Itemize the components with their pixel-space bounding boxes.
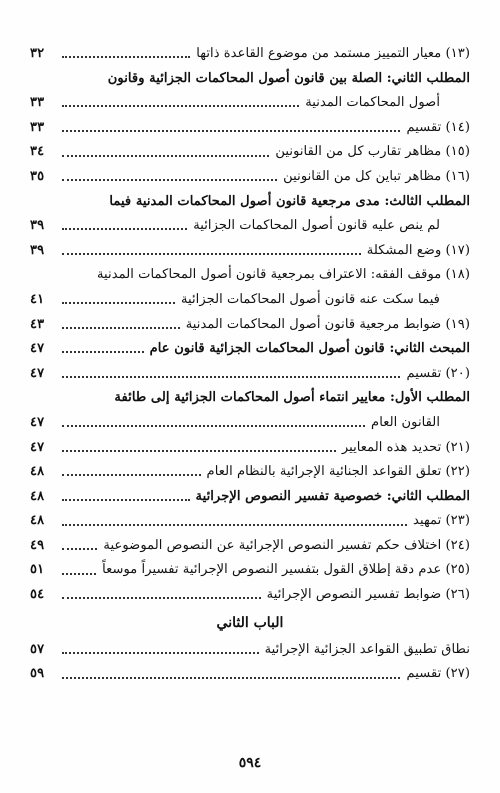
toc-entry-title: (١٦) مظاهر تباين كل من القانونين — [283, 168, 470, 184]
toc-entry-title: (١٧) وضع المشكلة — [366, 242, 470, 258]
toc-entry — [30, 313, 470, 338]
toc-entry-title: (٢٣) تمهيد — [413, 513, 470, 529]
dot-leader — [62, 677, 400, 679]
toc-entry-title: (١٣) معيار التمييز مستمد من موضوع القاعدة ذاتها — [196, 46, 470, 61]
toc-entry-page: ٥٧ — [30, 641, 45, 657]
toc-entry-title: أصول المحاكمات المدنية — [305, 95, 440, 111]
dot-leader — [62, 302, 175, 304]
dot-leader — [62, 130, 400, 132]
toc-entry — [30, 362, 470, 387]
toc-entry — [30, 337, 470, 362]
toc-entry — [30, 91, 470, 116]
toc-entry-title: (٢٤) اختلاف حكم تفسير النصوص الإجرائية عن النصوص الموضوعية — [103, 537, 470, 553]
toc-entry-page: ٤٨ — [30, 464, 45, 480]
toc-entry-title: فيما سكت عنه قانون أصول المحاكمات الجزائية — [180, 291, 440, 307]
toc-entry-title: (٢٥) عدم دقة إطلاق القول بتفسير النصوص الإجرائية تفسيراً موسعاً — [102, 562, 470, 578]
toc-entry — [30, 214, 470, 239]
toc-entry — [30, 165, 470, 190]
dot-leader — [62, 548, 97, 550]
toc-entry-title: المطلب الثالث: مدى مرجعية قانون أصول المحاكمات المدنية فيما — [109, 193, 470, 209]
toc-entry — [30, 140, 470, 165]
toc-entry — [30, 67, 470, 92]
toc-entry-page: ٤١ — [30, 291, 45, 307]
toc-entry-page: ٤٣ — [30, 316, 45, 332]
dot-leader — [62, 499, 190, 501]
toc-entry-title: (٢١) تحديد هذه المعايير — [341, 439, 470, 455]
toc-entry-page: ٣٣ — [30, 95, 45, 111]
dot-leader — [62, 376, 400, 378]
dot-leader — [62, 105, 299, 107]
toc-entry-title: نطاق تطبيق القواعد الجزائية الإجرائية — [264, 641, 470, 657]
toc-entry — [30, 263, 470, 288]
toc-entry — [30, 638, 470, 663]
dot-leader — [62, 327, 180, 329]
toc-entry-page: ٣٣ — [30, 119, 45, 135]
toc-entry-title: المطلب الثاني: الصلة بين قانون أصول المحاكمات الجزائية وقانون — [107, 70, 470, 86]
toc-entry-page: ٣٤ — [30, 144, 45, 160]
dot-leader — [62, 425, 365, 427]
toc-entry-page: ٣٥ — [30, 168, 45, 184]
dot-leader — [62, 253, 361, 255]
table-of-contents — [30, 42, 470, 687]
toc-entry-page: ٥٤ — [30, 587, 45, 603]
toc-entry-page: ٤٨ — [30, 513, 45, 529]
toc-entry-title: (١٨) موقف الفقه: الاعتراف بمرجعية قانون أصول المحاكمات المدنية — [96, 267, 470, 283]
page-number: ٥٩٤ — [238, 755, 262, 771]
toc-entry — [30, 509, 470, 534]
toc-entry-title: المطلب الثاني: خصوصية تفسير النصوص الإجرائية — [195, 488, 470, 504]
toc-entry — [30, 239, 470, 264]
dot-leader — [62, 351, 144, 353]
toc-entry-title: القانون العام — [371, 414, 440, 430]
toc-entry-page: ٣٢ — [30, 46, 45, 61]
toc-entry-page: ٤٧ — [30, 341, 45, 357]
toc-entry-page: ٤٧ — [30, 365, 45, 381]
toc-entry-page: ٥٩ — [30, 666, 45, 682]
toc-entry-title: (١٩) ضوابط مرجعية قانون أصول المحاكمات المدنية — [185, 316, 470, 332]
dot-leader — [62, 474, 201, 476]
toc-entry — [30, 558, 470, 583]
toc-entry — [30, 411, 470, 436]
dot-leader — [62, 56, 190, 58]
toc-entry — [30, 662, 470, 687]
toc-entry-title: لم ينص عليه قانون أصول المحاكمات الجزائية — [193, 218, 440, 234]
toc-entry-title: (٢٧) تقسيم — [406, 666, 470, 682]
dot-leader — [62, 652, 259, 654]
toc-entry — [30, 583, 470, 608]
dot-leader — [62, 597, 261, 599]
toc-entry — [30, 42, 470, 67]
toc-entry-title: (٢٢) تعلق القواعد الجنائية الإجرائية بالنظام العام — [206, 464, 470, 480]
dot-leader — [62, 228, 187, 230]
dot-leader — [62, 155, 269, 157]
toc-entry — [30, 460, 470, 485]
part-title: الباب الثاني — [216, 614, 284, 631]
toc-entry-page: ٤٧ — [30, 414, 45, 430]
toc-entry — [30, 288, 470, 313]
toc-entry — [30, 436, 470, 461]
toc-entry — [30, 116, 470, 141]
toc-entry-page: ٣٩ — [30, 218, 45, 234]
dot-leader — [62, 450, 336, 452]
toc-entry — [30, 485, 470, 510]
toc-entry-title: المطلب الأول: معايير انتماء أصول المحاكمات الجزائية إلى طائفة — [114, 390, 470, 406]
toc-entry-title: (٢٦) ضوابط تفسير النصوص الإجرائية — [266, 587, 470, 603]
toc-entry-title: المبحث الثاني: قانون أصول المحاكمات الجزائية قانون عام — [149, 341, 470, 357]
toc-entry — [30, 534, 470, 559]
toc-entry — [30, 386, 470, 411]
toc-entry-page: ٤٩ — [30, 537, 45, 553]
toc-entry-page: ٣٩ — [30, 242, 45, 258]
toc-entry-page: ٤٨ — [30, 488, 45, 504]
dot-leader — [62, 573, 96, 575]
dot-leader — [62, 524, 407, 526]
dot-leader — [62, 179, 277, 181]
toc-entry-title: (١٥) مظاهر تقارب كل من القانونين — [275, 144, 470, 160]
toc-entry — [30, 190, 470, 215]
toc-entry-title: (١٤) تقسيم — [406, 119, 470, 135]
toc-entry-page: ٤٧ — [30, 439, 45, 455]
toc-entry-title: (٢٠) تقسيم — [406, 365, 470, 381]
toc-entry-page: ٥١ — [30, 562, 45, 578]
